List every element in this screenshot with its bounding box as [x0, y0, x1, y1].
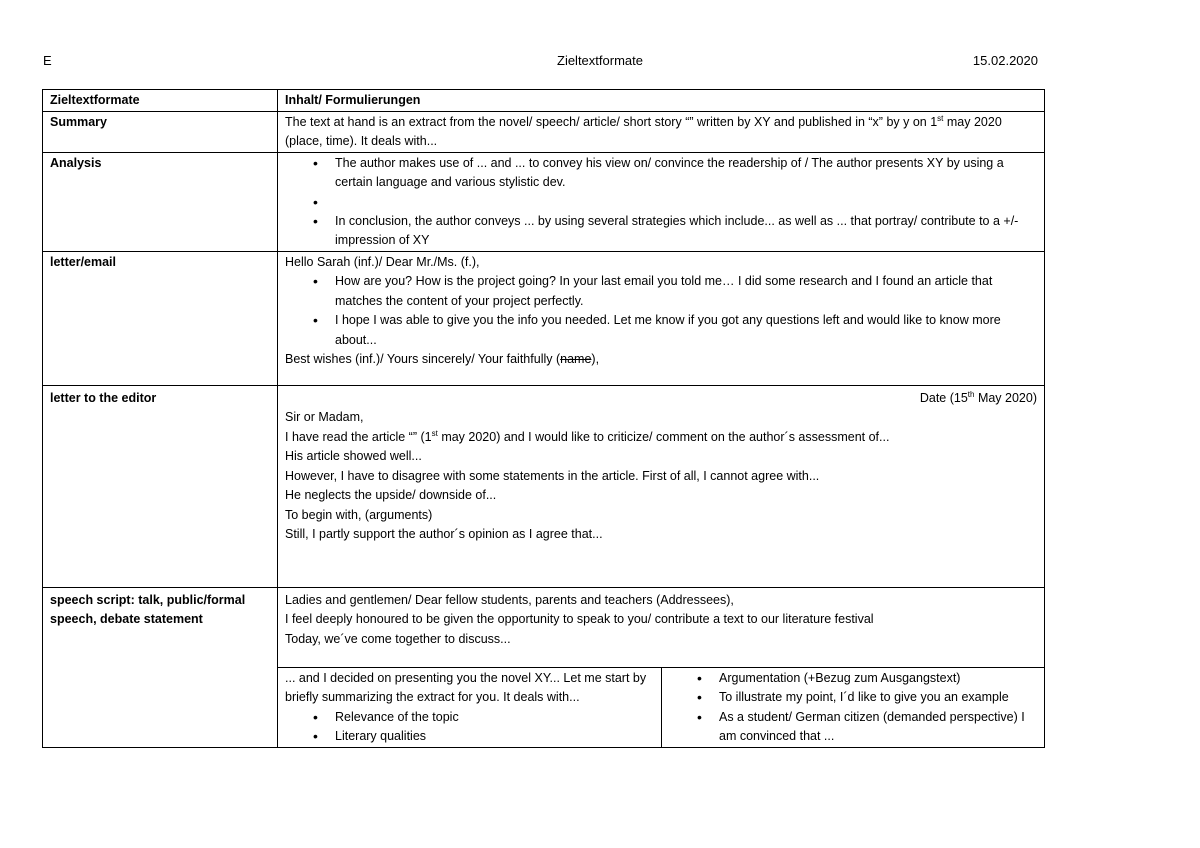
letter-closing-strike: name — [560, 352, 592, 366]
editor-salutation: Sir or Madam, — [285, 410, 364, 424]
analysis-label: Analysis — [43, 152, 278, 251]
speech-line-2: I feel deeply honoured to be given the opportunity to speak to you/ contribute a text to our literature festival — [285, 612, 874, 626]
speech-line-3: Today, we´ve come together to discuss... — [285, 631, 511, 646]
speech-line-1: Ladies and gentlemen/ Dear fellow students, parents and teachers (Addressees), — [285, 592, 734, 607]
letter-label: letter/email — [43, 251, 278, 385]
speech-right-col — [662, 668, 1045, 747]
header-date: 15.02.2020 — [972, 53, 1038, 68]
table-row-speech — [43, 587, 1045, 667]
speech-detail-cell — [278, 667, 1045, 747]
analysis-content — [278, 152, 1045, 251]
editor-line-3: However, I have to disagree with some statements in the article. First of all, I cannot agree with... — [285, 468, 820, 483]
editor-line1-b: may 2020) and I would like to criticize/ comment on the author´s assessment of... — [437, 429, 890, 444]
col1-header: Zieltextformate — [43, 90, 278, 112]
letter-bullet-2: • I hope I was able to give you the info you needed. Let me know if you got any questions left and would like to know more about... — [335, 311, 1037, 350]
speech-inner-row — [278, 668, 1044, 747]
speech-right-bullet-2: • To illustrate my point, I´d like to give you an example — [719, 688, 1037, 708]
summary-text-b: may 2020 (place, time). It deals with... — [285, 114, 1002, 148]
letter-greeting: Hello Sarah (inf.)/ Dear Mr./Ms. (f.), — [285, 254, 480, 269]
header-left: E — [43, 53, 52, 68]
format-table — [42, 89, 1045, 748]
editor-label: letter to the editor — [43, 385, 278, 587]
editor-line-4: He neglects the upside/ downside of... — [285, 488, 497, 502]
analysis-bullet-1: • The author makes use of ... and ... to convey his view on/ convince the readership of / The author presents XY by using a certain language and various stylistic dev. — [335, 154, 1037, 193]
speech-left-text: ... and I decided on presenting you the novel XY... Let me start by briefly summarizing the extract for you. It deals with... — [285, 670, 647, 704]
speech-left-list — [285, 708, 654, 747]
letter-closing-b: ), — [591, 352, 600, 366]
editor-line-6: Still, I partly support the author´s opinion as I agree that... — [285, 527, 603, 541]
summary-content — [278, 111, 1045, 152]
table-row-editor — [43, 385, 1045, 587]
table-row-analysis — [43, 152, 1045, 251]
speech-inner-table — [278, 668, 1044, 747]
summary-label: Summary — [43, 111, 278, 152]
speech-left-bullet-2: • Literary qualities — [335, 727, 654, 747]
editor-date-b: May 2020) — [974, 390, 1037, 405]
editor-date-a: Date (15 — [919, 390, 968, 405]
editor-line1-sup: st — [431, 428, 438, 438]
letter-closing-a: Best wishes (inf.)/ Yours sincerely/ Your faithfully ( — [285, 352, 561, 366]
speech-right-bullet-3: • As a student/ German citizen (demanded perspective) I am convinced that ... — [719, 708, 1037, 747]
editor-date-sup: th — [967, 389, 975, 399]
analysis-list — [285, 154, 1037, 251]
editor-content — [278, 385, 1045, 587]
summary-text-a: The text at hand is an extract from the novel/ speech/ article/ short story “” written by XY and published in “x” by y on 1 — [285, 114, 938, 129]
editor-line-5: To begin with, (arguments) — [285, 507, 433, 522]
analysis-bullet-2: • In conclusion, the author conveys ... by using several strategies which include... as well as ... that portray/ contribute to a +/- impression of XY — [335, 212, 1037, 251]
header-title: Zieltextformate — [557, 53, 643, 68]
letter-content — [278, 251, 1045, 385]
editor-line-2: His article showed well... — [285, 449, 422, 463]
editor-line-1 — [285, 428, 1037, 448]
table-row-letter — [43, 251, 1045, 385]
col2-header: Inhalt/ Formulierungen — [278, 90, 1045, 112]
speech-label: speech script: talk, public/formal speech, debate statement — [43, 587, 278, 747]
analysis-spacer — [335, 193, 1037, 212]
table-row-summary — [43, 111, 1045, 152]
letter-list — [285, 272, 1037, 350]
speech-left-col — [278, 668, 662, 747]
letter-closing — [285, 350, 1037, 370]
summary-sup: st — [937, 113, 944, 123]
speech-right-bullet-1: • Argumentation (+Bezug zum Ausgangstext) — [719, 669, 1037, 689]
table-header-row — [43, 90, 1045, 112]
editor-line1-a: I have read the article “” (1 — [285, 429, 432, 444]
speech-content — [278, 587, 1045, 667]
editor-date — [285, 389, 1037, 409]
speech-left-bullet-1: • Relevance of the topic — [335, 708, 654, 728]
speech-right-list — [669, 669, 1037, 747]
letter-bullet-1: • How are you? How is the project going? In your last email you told me… I did some research and I found an article that matches the content of your project perfectly. — [335, 272, 1037, 311]
